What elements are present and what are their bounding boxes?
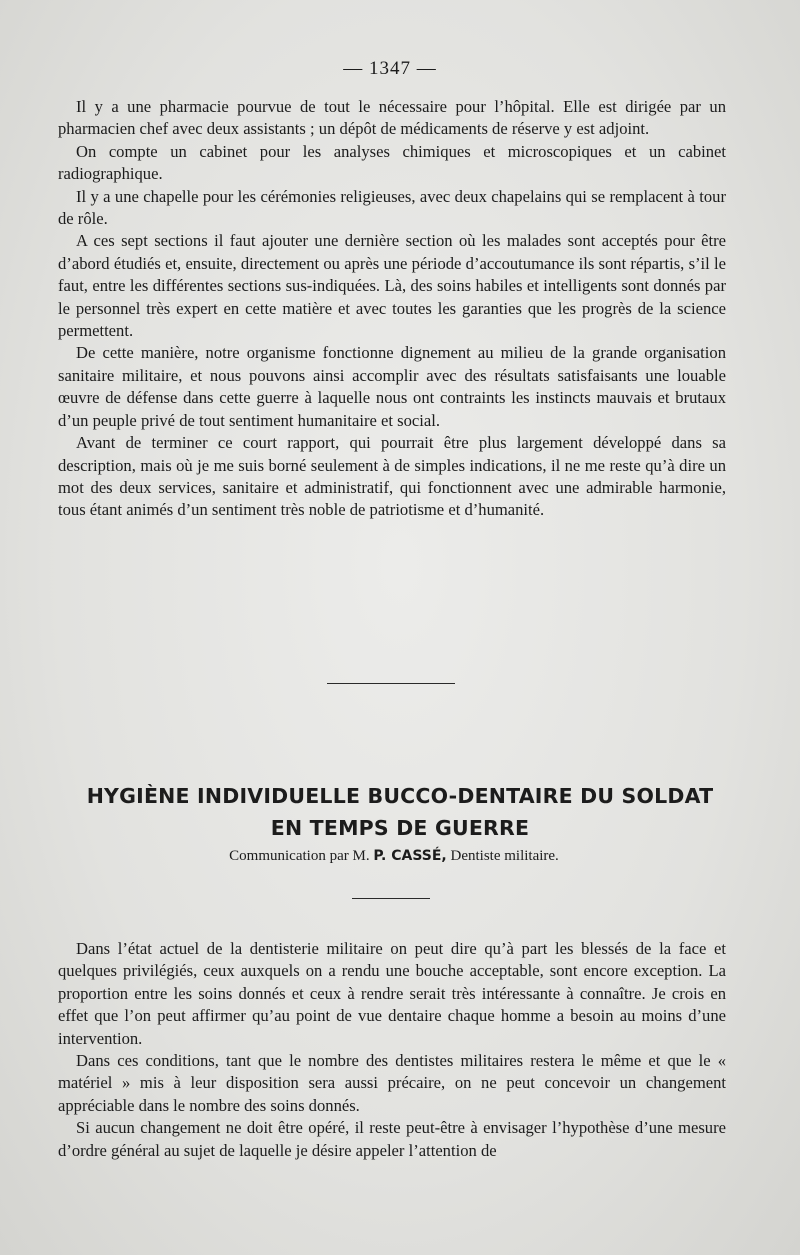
- paragraph: Il y a une pharmacie pourvue de tout le nécessaire pour l’hôpital. Elle est dirigée par un pharmacien chef avec deux assistants ; un dépôt de médicaments de réserve y est adjoint.: [58, 97, 726, 139]
- paragraph: Il y a une chapelle pour les cérémonies religieuses, avec deux chapelains qui se remplacent à tour de rôle.: [58, 186, 726, 229]
- byline-author: P. CASSÉ,: [373, 848, 447, 864]
- paragraph: Avant de terminer ce court rapport, qui pourrait être plus largement développé dans sa description, mais où je me suis borné seulement à de simples indications, il ne me reste qu’à dire un mot des deux services, sanitaire et administratif, qui fonctionnent avec une admirable harmonie, tous étant animés d’un sentiment très noble de patriotisme et d’humanité.: [58, 433, 726, 520]
- section-divider: [327, 683, 455, 684]
- paragraph: On compte un cabinet pour les analyses chimiques et microscopiques et un cabinet radiographique.: [58, 141, 726, 184]
- article-title: [60, 780, 740, 844]
- paragraph: A ces sept sections il faut ajouter une dernière section où les malades sont acceptés pour être d’abord étudiés et, ensuite, directement ou après une période d’accoutumance ils sont répartis, s’il le faut, entre les différentes sections sus-indiquées. Là, des soins habiles et intelligents sont donnés par le personnel très expert en cette matière et avec toutes les garanties que les progrès de la science permettent.: [58, 231, 726, 341]
- article-title-line: EN TEMPS DE GUERRE: [270, 816, 530, 840]
- article-byline: [0, 848, 788, 865]
- previous-article-body: [58, 96, 726, 522]
- byline-suffix: Dentiste militaire.: [450, 848, 559, 864]
- paragraph: Dans l’état actuel de la dentisterie militaire on peut dire qu’à part les blessés de la face et quelques privilégiés, ceux auxquels on a rendu une bouche acceptable, sont encore exception. La proportion entre les soins donnés et ceux à rendre serait très intéressante à connaître. Je crois en effet que l’on peut affirmer qu’au point de vue dentaire chaque homme a besoin au moins d’une intervention.: [58, 939, 726, 1048]
- title-divider: [352, 898, 430, 899]
- article-body: [58, 938, 726, 1162]
- paragraph: De cette manière, notre organisme fonctionne dignement au milieu de la grande organisation sanitaire militaire, et nous pouvons ainsi accomplir avec des résultats satisfaisants une louable œuvre de défense dans cette guerre à laquelle nous ont contraints les instincts mauvais et brutaux d’un peuple privé de tout sentiment humanitaire et social.: [58, 343, 726, 430]
- byline-prefix: Communication par M.: [229, 848, 370, 864]
- paragraph: Dans ces conditions, tant que le nombre des dentistes militaires restera le même et que le « matériel » mis à leur disposition sera aussi précaire, on ne peut concevoir un changement appréciable dans le nombre des soins donnés.: [58, 1051, 726, 1115]
- page-number: — 1347 —: [343, 58, 437, 79]
- paragraph: Si aucun changement ne doit être opéré, il reste peut-être à envisager l’hypothèse d’une mesure d’ordre général au sujet de laquelle je désire appeler l’attention de: [58, 1118, 726, 1160]
- article-title-line: HYGIÈNE INDIVIDUELLE BUCCO-DENTAIRE DU SOLDAT: [86, 784, 714, 808]
